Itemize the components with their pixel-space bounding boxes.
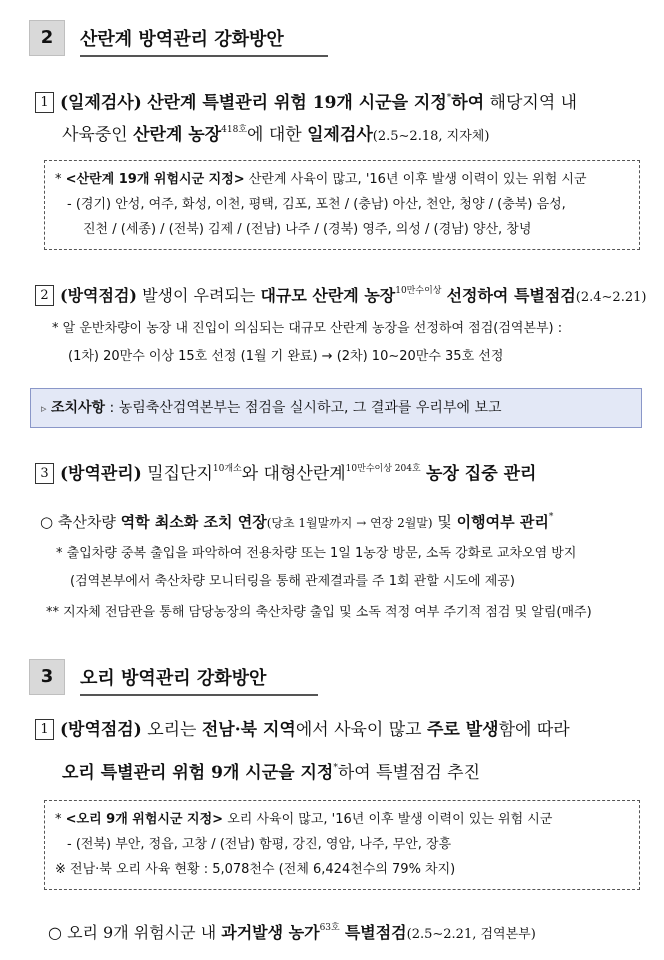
bullet-circle: ○ [48, 923, 62, 942]
s2-item1-line1: 1 (일제검사) 산란계 특별관리 위험 19개 시군을 지정*하여 해당지역 내 [35, 86, 577, 115]
duck-risk-counties-box: * <오리 9개 위험시군 지정> 오리 사육이 많고, '16년 이후 발생 이력이 있는 위험 시군 - (전북) 부안, 정읍, 고창 / (전남) 함평, 강진, 영암, 나주, 무안, 장흥 ※ 전남·북 오리 사육 현황 : 5,078천수 (전체 6,424천수의 79% 차지) [44, 800, 640, 890]
s2-note3-line1: * 출입차량 중복 출입을 파악하여 전용차량 또는 1일 1농장 방문, 소독 강화로 교차오염 방지 [56, 546, 577, 561]
item-number-box: 3 [35, 463, 54, 484]
item-number-box: 2 [35, 285, 54, 306]
s2-note3-line3: ** 지자체 전담관을 통해 담당농장의 축산차량 출입 및 소독 적정 여부 주기적 점검 및 알림(매주) [46, 605, 592, 620]
section-title: 산란계 방역관리 강화방안 [80, 25, 328, 57]
item-number-box: 1 [35, 719, 54, 740]
section-title: 오리 방역관리 강화방안 [80, 664, 318, 696]
bullet-circle: ○ [40, 513, 54, 531]
s3-bullet: ○ 오리 9개 위험시군 내 과거발생 농가$^{63호}$ 특별점검(2.5∼2.21, 검역본부) [48, 923, 536, 942]
item-number-box: 1 [35, 92, 54, 113]
s2-note2-line2: (1차) 20만수 이상 15호 선정 (1월 기 완료) → (2차) 10∼20만수 35호 선정 [68, 349, 504, 364]
risk-counties-box: * <산란계 19개 위험시군 지정> 산란계 사육이 많고, '16년 이후 발생 이력이 있는 위험 시군 - (경기) 안성, 여주, 화성, 이천, 평택, 김포, 포천 / (충남) 아산, 천안, 청양 / (충북) 음성, 진천 / (세종) / (전북) 김제 / (전남) 나주 / (경북) 영주, 의성 / (경남) 양산, 창녕 [44, 160, 640, 250]
s2-bullet3: ○ 축산차량 역학 최소화 조치 연장(당초 1월말까지 → 연장 2월말) 및 이행여부 관리* [40, 512, 554, 531]
s2-item2-line: 2 (방역점검) 발생이 우려되는 대규모 산란계 농장$^{10만수이상}$ 선정하여 특별점검(2.4∼2.21) [35, 279, 646, 310]
s2-item1-line2: 사육중인 산란계 농장$^{418호}$에 대한 일제검사(2.5∼2.18, 지자체) [62, 125, 490, 145]
s2-note2-line1: * 알 운반차량이 농장 내 진입이 의심되는 대규모 산란계 농장을 선정하여 점검(검역본부) : [52, 321, 563, 336]
s2-note3-line2: (검역본부에서 축산차량 모니터링을 통해 관제결과를 주 1회 관할 시도에 제공) [70, 574, 515, 589]
section-number: 3 [29, 659, 65, 695]
arrow-icon: ▹ [41, 402, 47, 415]
s2-item3-line: 3 (방역관리) 밀집단지$^{10개소}$와 대형산란계$^{10만수이상 204호}$ 농장 집중 관리 [35, 457, 536, 486]
action-box: ▹ 조치사항 : 농림축산검역본부는 점검을 실시하고, 그 결과를 우리부에 보고 [30, 388, 642, 428]
section-number: 2 [29, 20, 65, 56]
s3-item1-line2: 오리 특별관리 위험 9개 시군을 지정*하여 특별점검 추진 [62, 763, 481, 783]
s3-item1-line1: 1 (방역점검) 오리는 전남·북 지역에서 사육이 많고 주로 발생함에 따라 [35, 718, 570, 742]
